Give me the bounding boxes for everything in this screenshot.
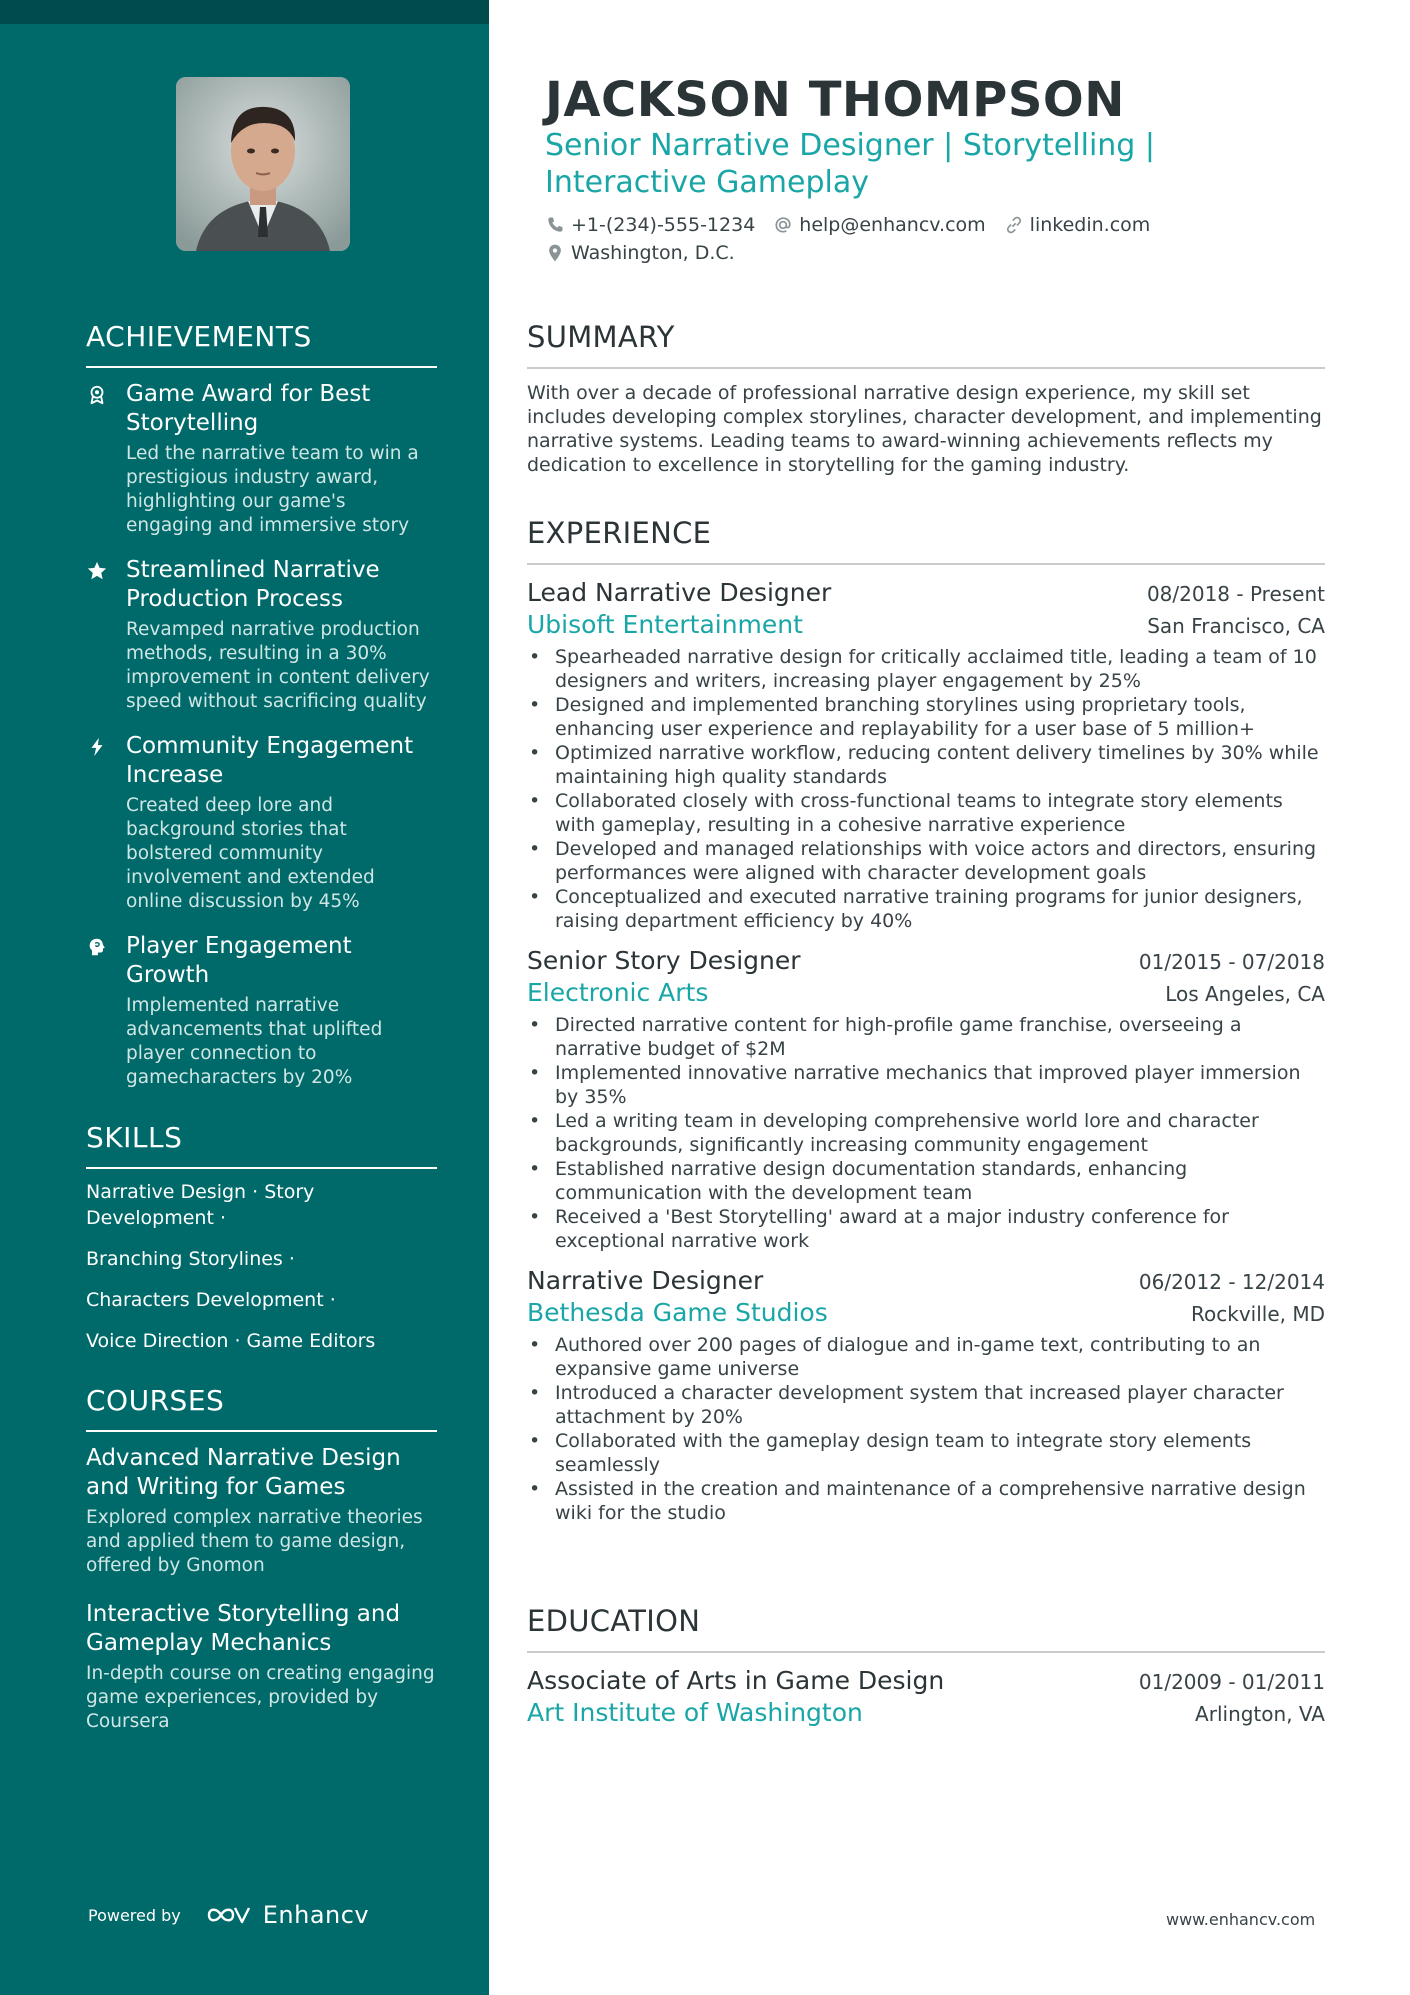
achievement-item [86,932,437,1090]
course-item [86,1444,437,1578]
job-bullet: • Conceptualized and executed narrative training programs for junior designers, raising department efficiency by 40% [527,885,1325,933]
powered-by-label: Powered by [88,1905,181,1925]
skills-heading: SKILLS [86,1121,437,1169]
sidebar [0,0,489,1995]
powered-by [88,1901,369,1929]
course-desc: In-depth course on creating engaging game experiences, provided by Coursera [86,1662,435,1732]
job-bullet: • Developed and managed relationships with voice actors and directors, ensuring performances were aligned with character development goals [527,837,1325,885]
job-dates: 08/2018 - Present [1146,582,1325,606]
job-bullet: • Optimized narrative workflow, reducing content delivery timelines by 30% while maintaining high quality standards [527,741,1325,789]
location-pin-icon [545,243,565,263]
lightning-icon [86,736,108,758]
skills-section [86,1121,437,1369]
linkedin-contact[interactable] [1004,214,1151,236]
job-bullet: • Implemented innovative narrative mechanics that improved player immersion by 35% [527,1061,1325,1109]
achievement-item [86,380,437,538]
phone-contact[interactable] [545,214,755,236]
summary-section [527,319,1325,477]
course-title: Interactive Storytelling and Gameplay Mechanics [86,1600,401,1656]
course-title: Advanced Narrative Design and Writing for Games [86,1444,401,1500]
job-company: Electronic Arts [527,978,709,1007]
achievement-desc: Implemented narrative advancements that uplifted player connection to gamecharacters by 20% [126,994,383,1088]
summary-heading: SUMMARY [527,319,1325,369]
job-bullet: • Collaborated closely with cross-functional teams to integrate story elements with gameplay, resulting in a cohesive narrative experience [527,789,1325,837]
job-bullet: • Led a writing team in developing comprehensive world lore and character backgrounds, significantly increasing community engagement [527,1109,1325,1157]
skill-row: Narrative Design · Story Development · [86,1180,315,1229]
school-name: Art Institute of Washington [527,1698,863,1727]
achievement-desc: Created deep lore and background stories that bolstered community involvement and extended online discussion by 45% [126,794,375,912]
sidebar-top-band [0,0,489,24]
experience-section [527,515,1325,1525]
job-title: Lead Narrative Designer [527,578,832,607]
phone-icon [545,215,565,235]
job-dates: 01/2015 - 07/2018 [1138,950,1325,974]
job-bullet: • Collaborated with the gameplay design team to integrate story elements seamlessly [527,1429,1325,1477]
job-company: Ubisoft Entertainment [527,610,803,639]
location-text: Washington, D.C. [571,242,735,264]
job-bullet: • Assisted in the creation and maintenance of a comprehensive narrative design wiki for the studio [527,1477,1325,1525]
job-company: Bethesda Game Studios [527,1298,828,1327]
job-location: Los Angeles, CA [1165,982,1325,1006]
candidate-name: JACKSON THOMPSON [545,72,1125,128]
job-entry [527,1265,1325,1525]
candidate-headline: Senior Narrative Designer | Storytelling | Interactive Gameplay [545,128,1155,200]
job-title: Narrative Designer [527,1266,764,1295]
education-heading: EDUCATION [527,1603,1325,1653]
degree-title: Associate of Arts in Game Design [527,1666,945,1695]
achievement-title: Streamlined Narrative Production Process [126,556,380,612]
achievement-title: Game Award for Best Storytelling [126,380,371,436]
achievement-title: Community Engagement Increase [126,732,414,788]
job-bullet: • Spearheaded narrative design for critically acclaimed title, leading a team of 10 designers and writers, increasing player engagement by 25% [527,645,1325,693]
job-bullet: • Introduced a character development system that increased player character attachment by 20% [527,1381,1325,1429]
job-bullet: • Designed and implemented branching storylines using proprietary tools, enhancing user experience and replayability for a user base of 5 million+ [527,693,1325,741]
achievement-desc: Revamped narrative production methods, resulting in a 30% improvement in content delivery speed without sacrificing quality [126,618,430,712]
brain-icon [86,936,108,958]
achievement-desc: Led the narrative team to win a prestigious industry award, highlighting our game's engaging and immersive story [126,442,419,536]
summary-text: With over a decade of professional narrative design experience, my skill set includes developing complex storylines, character development, and implementing narrative systems. Leading teams to award-winning achievements reflects my dedication to excellence in storytelling for the gaming industry. [527,382,1322,476]
course-desc: Explored complex narrative theories and applied them to game design, offered by Gnomon [86,1506,423,1576]
skill-row: Voice Direction · Game Editors [86,1329,376,1352]
at-icon [773,215,793,235]
job-location: San Francisco, CA [1147,614,1325,638]
star-icon [86,560,108,582]
job-entry [527,577,1325,933]
education-section [527,1603,1325,1729]
email-text: help@enhancv.com [799,214,986,236]
contact-info [545,214,1305,270]
job-location: Rockville, MD [1191,1302,1325,1326]
link-icon [1004,215,1024,235]
job-bullet: • Authored over 200 pages of dialogue and in-game text, contributing to an expansive game universe [527,1333,1325,1381]
achievements-heading: ACHIEVEMENTS [86,320,437,368]
education-dates: 01/2009 - 01/2011 [1138,1670,1325,1694]
enhancv-brand: Enhancv [262,1901,370,1929]
school-location: Arlington, VA [1195,1702,1325,1726]
courses-section [86,1384,437,1756]
job-dates: 06/2012 - 12/2014 [1138,1270,1325,1294]
enhancv-logo-icon [205,1902,253,1928]
job-entry [527,945,1325,1253]
enhancv-site-link[interactable]: www.enhancv.com [1166,1910,1316,1929]
job-bullet: • Established narrative design documentation standards, enhancing communication with the development team [527,1157,1325,1205]
award-icon [86,384,108,406]
education-entry [527,1665,1325,1729]
skill-row: Branching Storylines · [86,1247,295,1270]
job-bullet: • Received a 'Best Storytelling' award at a major industry conference for exceptional narrative work [527,1205,1325,1253]
experience-heading: EXPERIENCE [527,515,1325,565]
job-title: Senior Story Designer [527,946,801,975]
achievement-item [86,732,437,914]
avatar-photo [176,77,350,251]
achievement-title: Player Engagement Growth [126,932,352,988]
job-bullet: • Directed narrative content for high-profile game franchise, overseeing a narrative budget of $2M [527,1013,1325,1061]
email-contact[interactable] [773,214,985,236]
location-contact [545,242,735,264]
courses-heading: COURSES [86,1384,437,1432]
avatar [176,77,350,251]
skill-row: Characters Development · [86,1288,336,1311]
achievements-section [86,320,437,1108]
achievement-item [86,556,437,714]
course-item [86,1600,437,1734]
phone-text: +1-(234)-555-1234 [571,214,756,236]
linkedin-text: linkedin.com [1029,214,1151,236]
